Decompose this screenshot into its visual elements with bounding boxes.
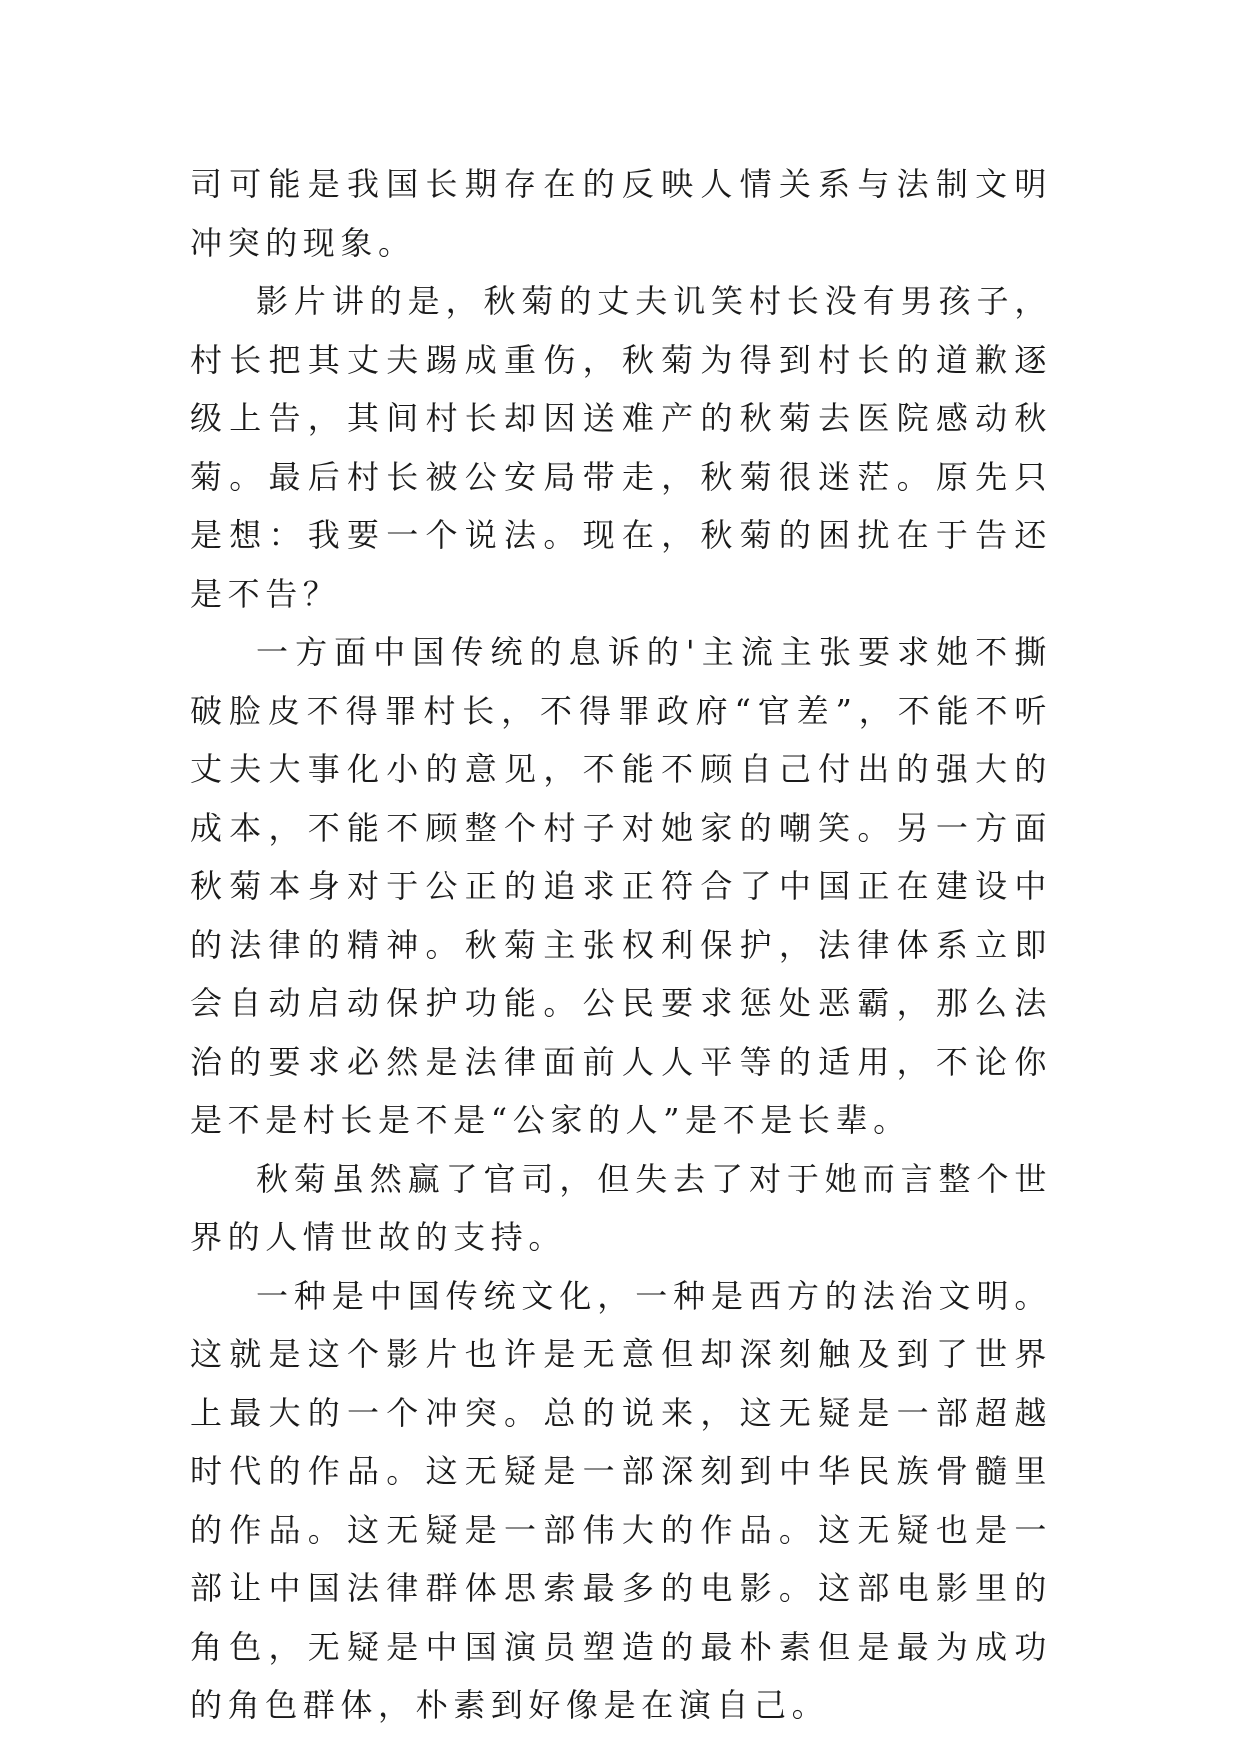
document-body bbox=[190, 155, 1052, 1735]
paragraph-plot-summary: 影片讲的是，秋菊的丈夫讥笑村长没有男孩子，村长把其丈夫踢成重伤，秋菊为得到村长的道歉逐级上告，其间村长却因送难产的秋菊去医院感动秋菊。最后村长被公安局带走，秋菊很迷茫。原先只是想：我要一个说法。现在，秋菊的困扰在于告还是不告？ bbox=[190, 282, 1052, 613]
paragraph-outcome: 秋菊虽然赢了官司，但失去了对于她而言整个世界的人情世故的支持。 bbox=[190, 1159, 1052, 1256]
paragraph-conflict-analysis: 一方面中国传统的息诉的'主流主张要求她不撕破脸皮不得罪村长，不得罪政府“官差”，不能不听丈夫大事化小的意见，不能不顾自己付出的强大的成本，不能不顾整个村子对她家的嘲笑。另一方面秋菊本身对于公正的追求正符合了中国正在建设中的法律的精神。秋菊主张权利保护，法律体系立即会自动启动保护功能。公民要求惩处恶霸，那么法治的要求必然是法律面前人人平等的适用，不论你是不是村长是不是“公家的人”是不是长辈。 bbox=[190, 633, 1052, 1139]
paragraph-continuation: 司可能是我国长期存在的反映人情关系与法制文明冲突的现象。 bbox=[190, 165, 1052, 262]
paragraph-conclusion: 一种是中国传统文化，一种是西方的法治文明。这就是这个影片也许是无意但却深刻触及到了世界上最大的一个冲突。总的说来，这无疑是一部超越时代的作品。这无疑是一部深刻到中华民族骨髓里的作品。这无疑是一部伟大的作品。这无疑也是一部让中国法律群体思索最多的电影。这部电影里的角色，无疑是中国演员塑造的最朴素但是最为成功的角色群体，朴素到好像是在演自己。 bbox=[190, 1276, 1052, 1724]
